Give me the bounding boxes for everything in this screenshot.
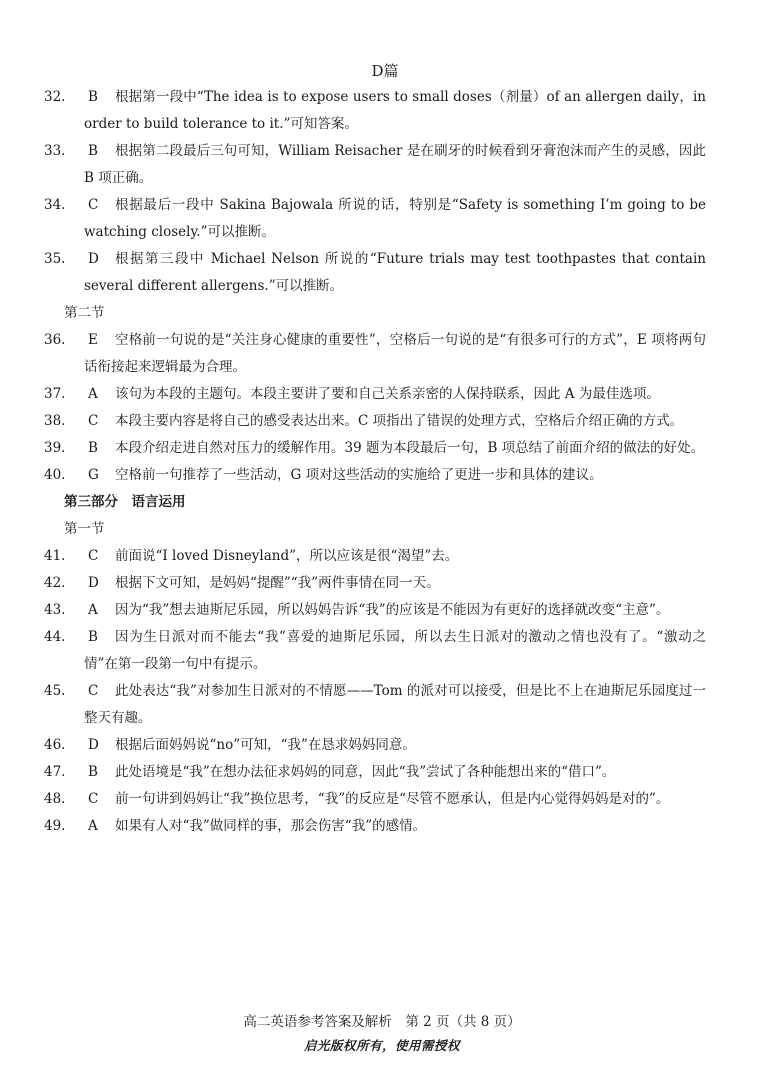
answer-letter: A <box>88 602 98 618</box>
answer-letter: D <box>88 737 99 753</box>
explanation-text: 根据下文可知，是妈妈“提醒”“我”两件事情在同一天。 <box>115 575 440 591</box>
explanation-text: 空格前一句推荐了一些活动，G 项对这些活动的实施给了更进一步和具体的建议。 <box>115 467 603 483</box>
part-three-label: 第三部分 语言运用 <box>64 494 186 510</box>
question-number: 42. <box>44 575 66 591</box>
section-two-answers <box>44 327 706 489</box>
explanation-text: 因为“我”想去迪斯尼乐园，所以妈妈告诉“我”的应该是不能因为有更好的选择就改变“主意”。 <box>115 602 670 618</box>
explanation-text: 本段主要内容是将自己的感受表达出来。C 项指出了错误的处理方式，空格后介绍正确的方式。 <box>115 413 684 429</box>
answer-letter: G <box>88 467 99 483</box>
answer-letter: D <box>88 575 99 591</box>
answer-letter: C <box>88 683 99 699</box>
answer-item <box>44 435 706 462</box>
answer-item <box>44 786 706 813</box>
passage-d-answers <box>44 84 706 300</box>
explanation-text: 本段介绍走进自然对压力的缓解作用。39 题为本段最后一句，B 项总结了前面介绍的做法的好处。 <box>115 440 705 456</box>
answer-item <box>44 813 706 840</box>
answer-letter: C <box>88 197 99 213</box>
question-number: 40. <box>44 467 66 483</box>
question-number: 47. <box>44 764 66 780</box>
question-number: 35. <box>44 251 66 267</box>
answer-item <box>44 624 706 678</box>
explanation-text: 空格前一句说的是“关注身心健康的重要性”，空格后一句说的是“有很多可行的方式”，E 项将两句话衔接起来逻辑最为合理。 <box>84 332 706 375</box>
section-one-label: 第一节 <box>64 521 105 537</box>
part-three-answers <box>44 543 706 840</box>
explanation-text: 该句为本段的主题句。本段主要讲了要和自己关系亲密的人保持联系，因此 A 为最佳选项。 <box>115 386 660 402</box>
answer-item <box>44 678 706 732</box>
question-number: 43. <box>44 602 66 618</box>
answer-item <box>44 408 706 435</box>
question-number: 46. <box>44 737 66 753</box>
answer-item <box>44 597 706 624</box>
question-number: 48. <box>44 791 66 807</box>
page-footer <box>0 1010 764 1058</box>
answer-item <box>44 192 706 246</box>
answer-item <box>44 246 706 300</box>
question-number: 37. <box>44 386 66 402</box>
answer-page <box>44 58 706 840</box>
answer-item <box>44 543 706 570</box>
answer-letter: B <box>88 764 98 780</box>
question-number: 38. <box>44 413 66 429</box>
explanation-text: 根据后面妈妈说“no”可知，“我”在恳求妈妈同意。 <box>115 737 416 753</box>
explanation-text: 此处语境是“我”在想办法征求妈妈的同意，因此“我”尝试了各种能想出来的“借口”。 <box>115 764 616 780</box>
answer-item <box>44 84 706 138</box>
passage-title: D篇 <box>371 62 399 80</box>
answer-letter: A <box>88 818 98 834</box>
explanation-text: 根据第二段最后三句可知，William Reisacher 是在刷牙的时候看到牙膏泡沫而产生的灵感，因此 B 项正确。 <box>84 143 706 186</box>
answer-letter: B <box>88 629 98 645</box>
section-two-label: 第二节 <box>64 305 105 321</box>
answer-item <box>44 462 706 489</box>
explanation-text: 前面说“I loved Disneyland”，所以应该是很“渴望”去。 <box>115 548 459 564</box>
explanation-text: 根据第三段中 Michael Nelson 所说的“Future trials may test toothpastes that contain several different allergens.”可以推断。 <box>84 251 706 294</box>
answer-letter: B <box>88 89 98 105</box>
question-number: 45. <box>44 683 66 699</box>
answer-letter: E <box>88 332 98 348</box>
explanation-text: 因为生日派对而不能去“我”喜爱的迪斯尼乐园，所以去生日派对的激动之情也没有了。“激动之情”在第一段第一句中有提示。 <box>84 629 706 672</box>
explanation-text: 根据最后一段中 Sakina Bajowala 所说的话，特别是“Safety is something I’m going to be watching closely.”可以推断。 <box>84 197 706 240</box>
answer-item <box>44 570 706 597</box>
question-number: 33. <box>44 143 66 159</box>
answer-letter: D <box>88 251 99 267</box>
answer-letter: C <box>88 548 99 564</box>
question-number: 32. <box>44 89 66 105</box>
answer-item <box>44 759 706 786</box>
footer-page-info: 高二英语参考答案及解析 第 2 页（共 8 页） <box>243 1014 521 1030</box>
answer-item <box>44 138 706 192</box>
explanation-text: 前一句讲到妈妈让“我”换位思考，“我”的反应是“尽管不愿承认，但是内心觉得妈妈是对的”。 <box>115 791 670 807</box>
answer-letter: A <box>88 386 98 402</box>
explanation-text: 如果有人对“我”做同样的事，那会伤害“我”的感情。 <box>115 818 427 834</box>
question-number: 36. <box>44 332 66 348</box>
footer-copyright: 启光版权所有，使用需授权 <box>303 1038 460 1053</box>
question-number: 49. <box>44 818 66 834</box>
answer-item <box>44 732 706 759</box>
answer-letter: C <box>88 791 99 807</box>
explanation-text: 根据第一段中“The idea is to expose users to small doses（剂量）of an allergen daily，in order to build tolerance to it.”可知答案。 <box>84 89 706 132</box>
question-number: 44. <box>44 629 66 645</box>
question-number: 39. <box>44 440 66 456</box>
answer-letter: C <box>88 413 99 429</box>
answer-letter: B <box>88 440 98 456</box>
explanation-text: 此处表达“我”对参加生日派对的不情愿——Tom 的派对可以接受，但是比不上在迪斯尼乐园度过一整天有趣。 <box>84 683 706 726</box>
question-number: 41. <box>44 548 66 564</box>
question-number: 34. <box>44 197 66 213</box>
answer-letter: B <box>88 143 98 159</box>
answer-item <box>44 381 706 408</box>
answer-item <box>44 327 706 381</box>
